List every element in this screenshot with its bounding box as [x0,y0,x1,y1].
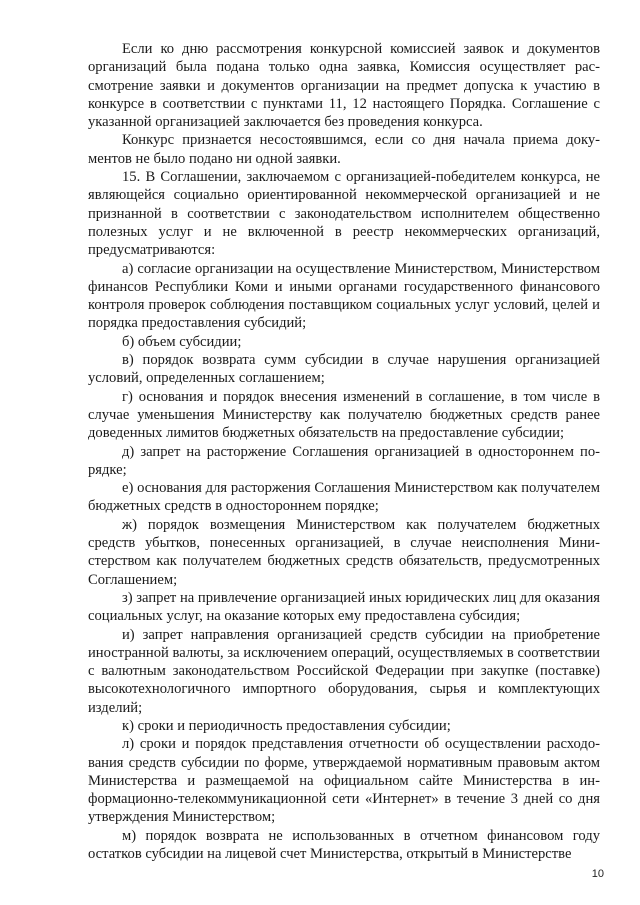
document-body [88,40,600,863]
list-item-v: в) порядок возврата сумм субсидии в случае нарушения организацией условий, определенных соглашением; [88,352,600,387]
page-number: 10 [591,868,604,880]
paragraph-single-application: Если ко дню рассмотрения конкурсной комиссией заявок и документов организаций была подана только одна заявка, Комиссия осуществляет рассмотрение заявки и документов организации на предмет допуска к участию в конкурсе в соответствии с пунктами 11, 12 настоящего Порядка. Соглашение с указанной организацией заключается без проведения конкурса. [88,41,600,131]
list-item-l: л) сроки и порядок представления отчетности об осуществлении расходования средств субсидии по форме, утверждаемой нормативным правовым актом Министерства и размещаемой на официальном сайте Министерства в информационно-телекоммуникационной сети «Интернет» в течение 3 дней со дня утверждения Министерством; [88,736,600,826]
list-item-z: з) запрет на привлечение организацией иных юридических лиц для оказания социальных услуг, на оказание которых ему предоставлена субсидия; [88,589,600,625]
list-item-e: е) основания для расторжения Соглашения Министерством как получателем бюджетных средств в одностороннем порядке; [88,480,600,515]
list-item-g: г) основания и порядок внесения изменений в соглашение, в том числе в случае уменьшения Министерству как получателю бюджетных средств ранее доведенных лимитов бюджетных обязательств на предоставление субсидии; [88,388,600,442]
list-item-m: м) порядок возврата не использованных в отчетном финансовом году остатков субсидии на лицевой счет Министерства, открытый в Министерстве [88,827,600,863]
paragraph-contest-failed: Конкурс признается несостоявшимся, если со дня начала приема документов не было подано ни одной заявки. [88,132,600,167]
list-item-zh: ж) порядок возмещения Министерством как получателем бюджетных средств убытков, понесенных организацией, в случае неисполнения Министерством как получателем бюджетных средств обязательств, предусмотренных Соглашением; [88,516,600,588]
paragraph-section-15: 15. В Соглашении, заключаемом с организацией-победителем конкурса, не являющейся социально ориентированной некоммерческой организацией и не признанной в соответствии с законодательством исполнителем общественно полезных услуг и не включенной в реестр некоммерческих организаций, предусматриваются: [88,169,600,259]
list-item-d: д) запрет на расторжение Соглашения организацией в одностороннем порядке; [88,443,600,478]
list-item-k: к) сроки и периодичность предоставления субсидии; [122,717,451,734]
list-item-a: а) согласие организации на осуществление Министерством, Министерством финансов Республики Коми и иными органами государственного финансового контроля проверок соблюдения поставщиком социальных услуг условий, целей и порядка предоставления субсидий; [88,260,600,332]
list-item-i: и) запрет направления организацией средств субсидии на приобретение иностранной валюты, за исключением операций, осуществляемых в соответствии с валютным законодательством Российской Федерации при закупке (поставке) высокотехнологичного импортного оборудования, сырья и комплектующих изделий; [88,626,600,716]
list-item-b: б) объем субсидии; [122,333,242,350]
